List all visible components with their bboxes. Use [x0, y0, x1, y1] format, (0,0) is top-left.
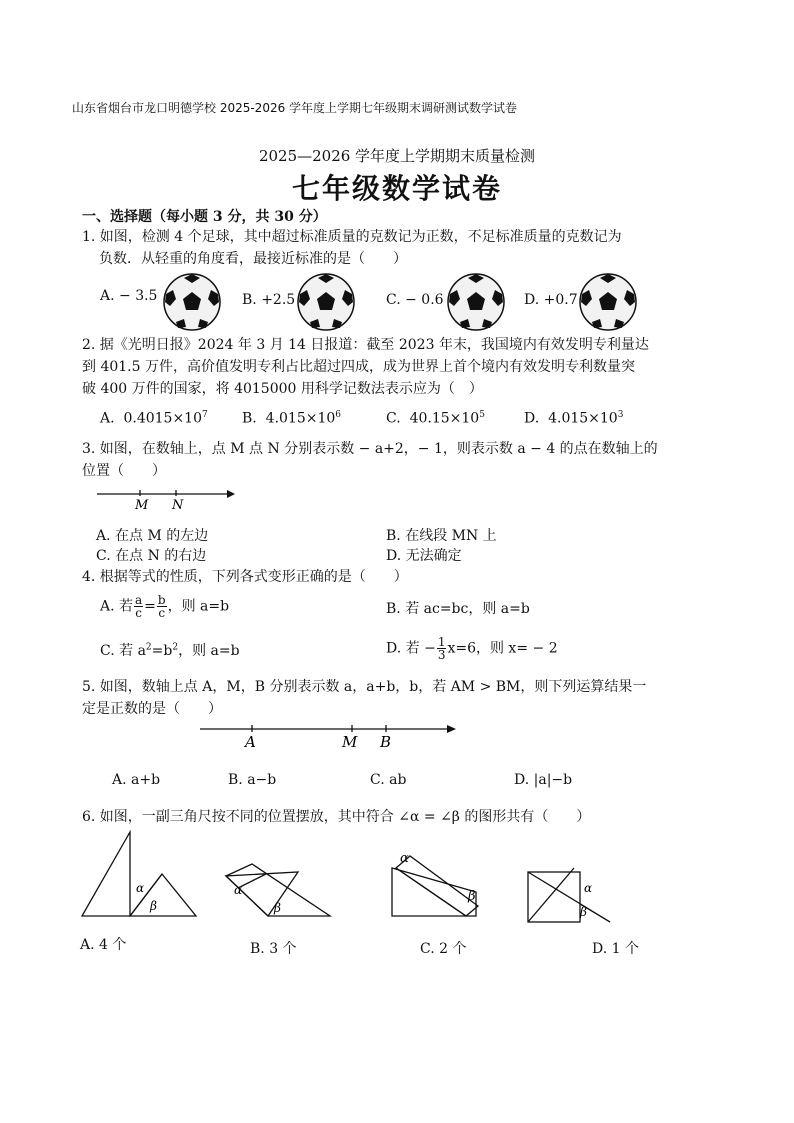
soccer-ball-icon — [446, 272, 506, 332]
q6-option-c: C. 2 个 — [420, 941, 467, 957]
exam-title: 七年级数学试卷 — [291, 172, 502, 205]
soccer-ball-icon — [578, 272, 638, 332]
q3-label-n: N — [172, 498, 184, 513]
q5-option-a: A. a+b — [112, 772, 161, 788]
alpha-label: α — [400, 851, 409, 866]
q3-number-line — [92, 484, 242, 514]
q3-option-b: B. 在线段 MN 上 — [386, 528, 497, 544]
q1-option-c: C. − 0.6 — [386, 292, 444, 308]
q5-option-b: B. a−b — [228, 772, 277, 788]
q1-option-b: B. +2.5 — [242, 292, 296, 308]
alpha-label: α — [136, 881, 145, 895]
q4-option-d: D. 若 − $\frac{1}{3}$ x=6，则 x= − 2 — [386, 635, 558, 662]
q5-line2: 定是正数的是（ ） — [82, 701, 222, 717]
section-heading: 一、选择题（每小题 3 分，共 30 分） — [82, 209, 327, 225]
q5-option-c: C. ab — [370, 772, 407, 788]
q4-option-a: A. 若 $\frac{a}{c}$ = $\frac{b}{c}$ ，则 a=b — [100, 593, 230, 620]
q5-label-m: M — [342, 733, 358, 750]
beta-label: β — [580, 905, 587, 919]
q3-line2: 位置（ ） — [82, 463, 166, 479]
q3-option-c: C. 在点 N 的右边 — [96, 548, 207, 564]
q4-line1: 4. 根据等式的性质，下列各式变形正确的是（ ） — [82, 569, 408, 585]
q3-label-m: M — [135, 498, 149, 513]
q2-line2: 到 401.5 万件，高价值发明专利占比超过四成，成为世界上首个境内有效发明专利数量突 — [82, 359, 635, 375]
q6-figure-a — [80, 830, 200, 920]
q5-label-a: A — [245, 733, 256, 750]
q6-figure-c — [388, 848, 484, 920]
q6-figure-b — [222, 860, 334, 920]
source-line: 山东省烟台市龙口明德学校 2025-2026 学年度上学期七年级期末调研测试数学试卷 — [72, 101, 518, 115]
q1-option-d: D. +0.7 — [524, 292, 578, 308]
alpha-label: α — [234, 883, 243, 897]
q2-line1: 2. 据《光明日报》2024 年 3 月 14 日报道：截至 2023 年末，我国境内有效发明专利量达 — [82, 337, 649, 353]
q1-line2: 负数．从轻重的角度看，最接近标准的是（ ） — [99, 251, 407, 267]
q3-line1: 3. 如图，在数轴上，点 M 点 N 分别表示数 − a+2，− 1，则表示数 a − 4 的点在数轴上的 — [82, 441, 658, 457]
q3-option-d: D. 无法确定 — [386, 548, 462, 564]
q6-option-a: A. 4 个 — [80, 937, 127, 953]
exam-subtitle: 2025—2026 学年度上学期期末质量检测 — [258, 147, 536, 165]
q6-option-d: D. 1 个 — [592, 941, 639, 957]
q3-option-a: A. 在点 M 的左边 — [96, 528, 209, 544]
q5-label-b: B — [380, 733, 392, 750]
q5-line1: 5. 如图，数轴上点 A，M，B 分别表示数 a，a+b，b，若 AM > BM，则下列运算结果一 — [82, 679, 647, 695]
q1-line1: 1. 如图，检测 4 个足球，其中超过标准质量的克数记为正数，不足标准质量的克数记为 — [82, 229, 622, 245]
q2-option-c: C. $40.15\times 10^5$ — [386, 410, 485, 427]
q6-option-b: B. 3 个 — [250, 941, 297, 957]
q2-option-b: B. $4.015\times 10^6$ — [242, 410, 342, 427]
soccer-ball-icon — [296, 272, 356, 332]
q4-option-b: B. 若 ac=bc，则 a=b — [386, 601, 530, 617]
soccer-ball-icon — [162, 272, 222, 332]
q4-option-c: C. 若 $a^2=b^2$，则 a=b — [100, 642, 240, 659]
q6-line1: 6. 如图，一副三角尺按不同的位置摆放，其中符合 ∠α = ∠β 的图形共有（ ） — [82, 809, 591, 825]
q2-line3: 破 400 万件的国家，将 4015000 用科学记数法表示应为（ ） — [82, 381, 483, 397]
q5-option-d: D. |a|−b — [514, 772, 573, 788]
alpha-label: α — [584, 881, 593, 895]
q5-number-line — [196, 718, 462, 750]
q2-option-d: D. $4.015\times 10^3$ — [524, 410, 624, 427]
q6-figure-d — [524, 864, 614, 924]
beta-label: β — [150, 899, 157, 913]
q1-option-a: A. − 3.5 — [100, 288, 158, 304]
beta-label: β — [468, 889, 476, 904]
q2-option-a: A. $0.4015\times 10^7$ — [100, 410, 208, 427]
beta-label: β — [274, 901, 281, 915]
